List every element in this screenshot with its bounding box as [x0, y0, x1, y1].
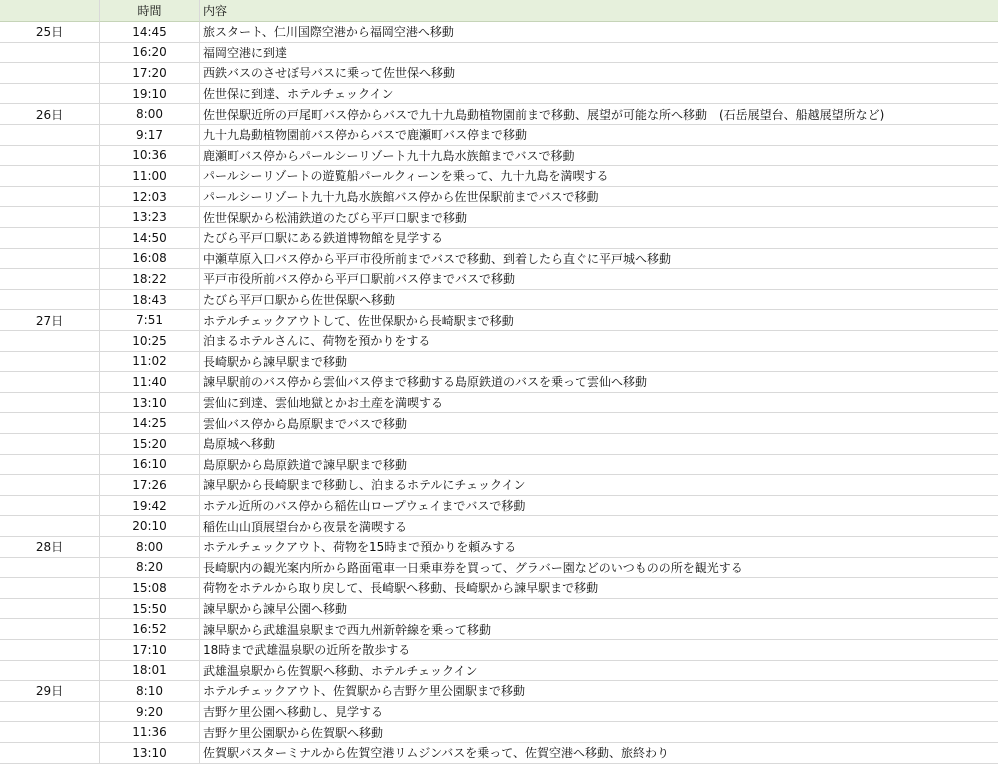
table-row [0, 722, 998, 743]
day-cell[interactable] [0, 619, 100, 640]
time-cell[interactable]: 11:36 [100, 722, 200, 743]
content-cell[interactable]: 佐世保に到達、ホテルチェックイン [200, 84, 998, 105]
day-cell[interactable] [0, 352, 100, 373]
header-row [0, 0, 998, 22]
day-cell[interactable] [0, 640, 100, 661]
table-row [0, 516, 998, 537]
content-cell[interactable]: 吉野ケ里公園へ移動し、見学する [200, 702, 998, 723]
table-row [0, 166, 998, 187]
time-cell[interactable]: 17:26 [100, 475, 200, 496]
day-cell[interactable] [0, 722, 100, 743]
content-cell[interactable]: 佐賀駅バスターミナルから佐賀空港リムジンバスを乗って、佐賀空港へ移動、旅終わり [200, 743, 998, 764]
table-row [0, 393, 998, 414]
content-cell[interactable]: 諫早駅から長崎駅まで移動し、泊まるホテルにチェックイン [200, 475, 998, 496]
table-row [0, 146, 998, 167]
table-row [0, 63, 998, 84]
table-row [0, 269, 998, 290]
day-cell[interactable] [0, 228, 100, 249]
table-row [0, 43, 998, 64]
time-cell[interactable]: 18:22 [100, 269, 200, 290]
content-cell[interactable]: 18時まで武雄温泉駅の近所を散歩する [200, 640, 998, 661]
content-cell[interactable]: たびら平戸口駅から佐世保駅へ移動 [200, 290, 998, 311]
content-cell[interactable]: 中瀬草原入口バス停から平戸市役所前までバスで移動、到着したら直ぐに平戸城へ移動 [200, 249, 998, 270]
day-cell[interactable] [0, 166, 100, 187]
day-cell[interactable] [0, 702, 100, 723]
header-content-cell[interactable]: 内容 [200, 0, 998, 22]
table-row [0, 702, 998, 723]
table-row [0, 619, 998, 640]
table-row [0, 455, 998, 476]
day-cell[interactable] [0, 331, 100, 352]
time-cell[interactable]: 16:20 [100, 43, 200, 64]
day-cell[interactable]: 26日 [0, 104, 100, 125]
time-cell[interactable]: 8:00 [100, 104, 200, 125]
table-row [0, 475, 998, 496]
content-cell[interactable]: 長崎駅内の観光案内所から路面電車一日乗車券を買って、グラバー園などのいつものの所を観光する [200, 558, 998, 579]
content-cell[interactable]: パールシーリゾート九十九島水族館バス停から佐世保駅前までバスで移動 [200, 187, 998, 208]
content-cell[interactable]: 吉野ケ里公園駅から佐賀駅へ移動 [200, 722, 998, 743]
table-row [0, 207, 998, 228]
time-cell[interactable]: 14:45 [100, 22, 200, 43]
table-row [0, 558, 998, 579]
header-day-cell[interactable] [0, 0, 100, 22]
content-cell[interactable]: 島原駅から島原鉄道で諫早駅まで移動 [200, 455, 998, 476]
time-cell[interactable]: 16:52 [100, 619, 200, 640]
time-cell[interactable]: 20:10 [100, 516, 200, 537]
content-cell[interactable]: 西鉄バスのさせぼ号バスに乗って佐世保へ移動 [200, 63, 998, 84]
content-cell[interactable]: 旅スタート、仁川国際空港から福岡空港へ移動 [200, 22, 998, 43]
content-cell[interactable]: 佐世保駅から松浦鉄道のたびら平戸口駅まで移動 [200, 207, 998, 228]
content-cell[interactable]: ホテルチェックアウト、佐賀駅から吉野ケ里公園駅まで移動 [200, 681, 998, 702]
time-cell[interactable]: 10:36 [100, 146, 200, 167]
day-cell[interactable] [0, 413, 100, 434]
day-cell[interactable]: 27日 [0, 310, 100, 331]
table-row [0, 661, 998, 682]
day-cell[interactable] [0, 84, 100, 105]
day-cell[interactable]: 25日 [0, 22, 100, 43]
content-cell[interactable]: 諫早駅から武雄温泉駅まで西九州新幹線を乗って移動 [200, 619, 998, 640]
table-row [0, 352, 998, 373]
day-cell[interactable] [0, 372, 100, 393]
content-cell[interactable]: 武雄温泉駅から佐賀駅へ移動、ホテルチェックイン [200, 661, 998, 682]
day-cell[interactable] [0, 63, 100, 84]
table-row [0, 413, 998, 434]
table-row [0, 290, 998, 311]
day-cell[interactable] [0, 207, 100, 228]
time-cell[interactable]: 9:17 [100, 125, 200, 146]
time-cell[interactable]: 8:20 [100, 558, 200, 579]
time-cell[interactable]: 13:23 [100, 207, 200, 228]
table-row [0, 537, 998, 558]
table-row [0, 22, 998, 43]
time-cell[interactable]: 18:01 [100, 661, 200, 682]
time-cell[interactable]: 17:10 [100, 640, 200, 661]
table-row [0, 331, 998, 352]
day-cell[interactable] [0, 43, 100, 64]
content-cell[interactable]: 雲仙に到達、雲仙地獄とかお土産を満喫する [200, 393, 998, 414]
time-cell[interactable]: 11:40 [100, 372, 200, 393]
time-cell[interactable]: 18:43 [100, 290, 200, 311]
content-cell[interactable]: ホテルチェックアウトして、佐世保駅から長崎駅まで移動 [200, 310, 998, 331]
content-cell[interactable]: 福岡空港に到達 [200, 43, 998, 64]
time-cell[interactable]: 10:25 [100, 331, 200, 352]
day-cell[interactable] [0, 434, 100, 455]
table-row [0, 249, 998, 270]
content-cell[interactable]: ホテルチェックアウト、荷物を15時まで預かりを頼みする [200, 537, 998, 558]
table-row [0, 434, 998, 455]
content-cell[interactable]: 佐世保駅近所の戸尾町バス停からバスで九十九島動植物園前まで移動、展望が可能な所へ移動 (石岳展望台、船越展望所など) [200, 104, 998, 125]
table-row [0, 104, 998, 125]
content-cell[interactable]: 平戸市役所前バス停から平戸口駅前バス停までバスで移動 [200, 269, 998, 290]
day-cell[interactable] [0, 393, 100, 414]
time-cell[interactable]: 14:50 [100, 228, 200, 249]
table-row [0, 578, 998, 599]
time-cell[interactable]: 11:02 [100, 352, 200, 373]
day-cell[interactable] [0, 661, 100, 682]
table-row [0, 125, 998, 146]
table-row [0, 640, 998, 661]
table-row [0, 599, 998, 620]
content-cell[interactable]: 泊まるホテルさんに、荷物を預かりをする [200, 331, 998, 352]
day-cell[interactable] [0, 558, 100, 579]
day-cell[interactable] [0, 290, 100, 311]
time-cell[interactable]: 8:00 [100, 537, 200, 558]
day-cell[interactable] [0, 187, 100, 208]
day-cell[interactable] [0, 455, 100, 476]
day-cell[interactable] [0, 496, 100, 517]
table-row [0, 743, 998, 764]
table-row [0, 681, 998, 702]
time-cell[interactable]: 15:20 [100, 434, 200, 455]
time-cell[interactable]: 13:10 [100, 743, 200, 764]
content-cell[interactable]: たびら平戸口駅にある鉄道博物館を見学する [200, 228, 998, 249]
day-cell[interactable]: 28日 [0, 537, 100, 558]
day-cell[interactable] [0, 125, 100, 146]
content-cell[interactable]: 九十九島動植物園前バス停からバスで鹿瀬町バス停まで移動 [200, 125, 998, 146]
time-cell[interactable]: 16:10 [100, 455, 200, 476]
time-cell[interactable]: 15:50 [100, 599, 200, 620]
content-cell[interactable]: 長崎駅から諫早駅まで移動 [200, 352, 998, 373]
time-cell[interactable]: 9:20 [100, 702, 200, 723]
content-cell[interactable]: 諫早駅から諫早公園へ移動 [200, 599, 998, 620]
content-cell[interactable]: 雲仙バス停から島原駅までバスで移動 [200, 413, 998, 434]
time-cell[interactable]: 17:20 [100, 63, 200, 84]
time-cell[interactable]: 7:51 [100, 310, 200, 331]
day-cell[interactable] [0, 743, 100, 764]
time-cell[interactable]: 12:03 [100, 187, 200, 208]
table-row [0, 372, 998, 393]
content-cell[interactable]: ホテル近所のバス停から稲佐山ロープウェイまでバスで移動 [200, 496, 998, 517]
content-cell[interactable]: 荷物をホテルから取り戻して、長崎駅へ移動、長崎駅から諫早駅まで移動 [200, 578, 998, 599]
header-time-cell[interactable]: 時間 [100, 0, 200, 22]
day-cell[interactable] [0, 475, 100, 496]
content-cell[interactable]: パールシーリゾートの遊覧船パールクィーンを乗って、九十九島を満喫する [200, 166, 998, 187]
table-row [0, 187, 998, 208]
day-cell[interactable] [0, 599, 100, 620]
day-cell[interactable] [0, 249, 100, 270]
time-cell[interactable]: 16:08 [100, 249, 200, 270]
time-cell[interactable]: 15:08 [100, 578, 200, 599]
table-row [0, 310, 998, 331]
day-cell[interactable]: 29日 [0, 681, 100, 702]
time-cell[interactable]: 19:42 [100, 496, 200, 517]
content-cell[interactable]: 鹿瀬町バス停からパールシーリゾート九十九島水族館までバスで移動 [200, 146, 998, 167]
day-cell[interactable] [0, 578, 100, 599]
table-row [0, 228, 998, 249]
time-cell[interactable]: 13:10 [100, 393, 200, 414]
time-cell[interactable]: 11:00 [100, 166, 200, 187]
table-row [0, 84, 998, 105]
day-cell[interactable] [0, 146, 100, 167]
time-cell[interactable]: 14:25 [100, 413, 200, 434]
table-row [0, 496, 998, 517]
content-cell[interactable]: 島原城へ移動 [200, 434, 998, 455]
day-cell[interactable] [0, 516, 100, 537]
content-cell[interactable]: 諫早駅前のバス停から雲仙バス停まで移動する島原鉄道のバスを乗って雲仙へ移動 [200, 372, 998, 393]
content-cell[interactable]: 稲佐山山頂展望台から夜景を満喫する [200, 516, 998, 537]
time-cell[interactable]: 19:10 [100, 84, 200, 105]
time-cell[interactable]: 8:10 [100, 681, 200, 702]
day-cell[interactable] [0, 269, 100, 290]
